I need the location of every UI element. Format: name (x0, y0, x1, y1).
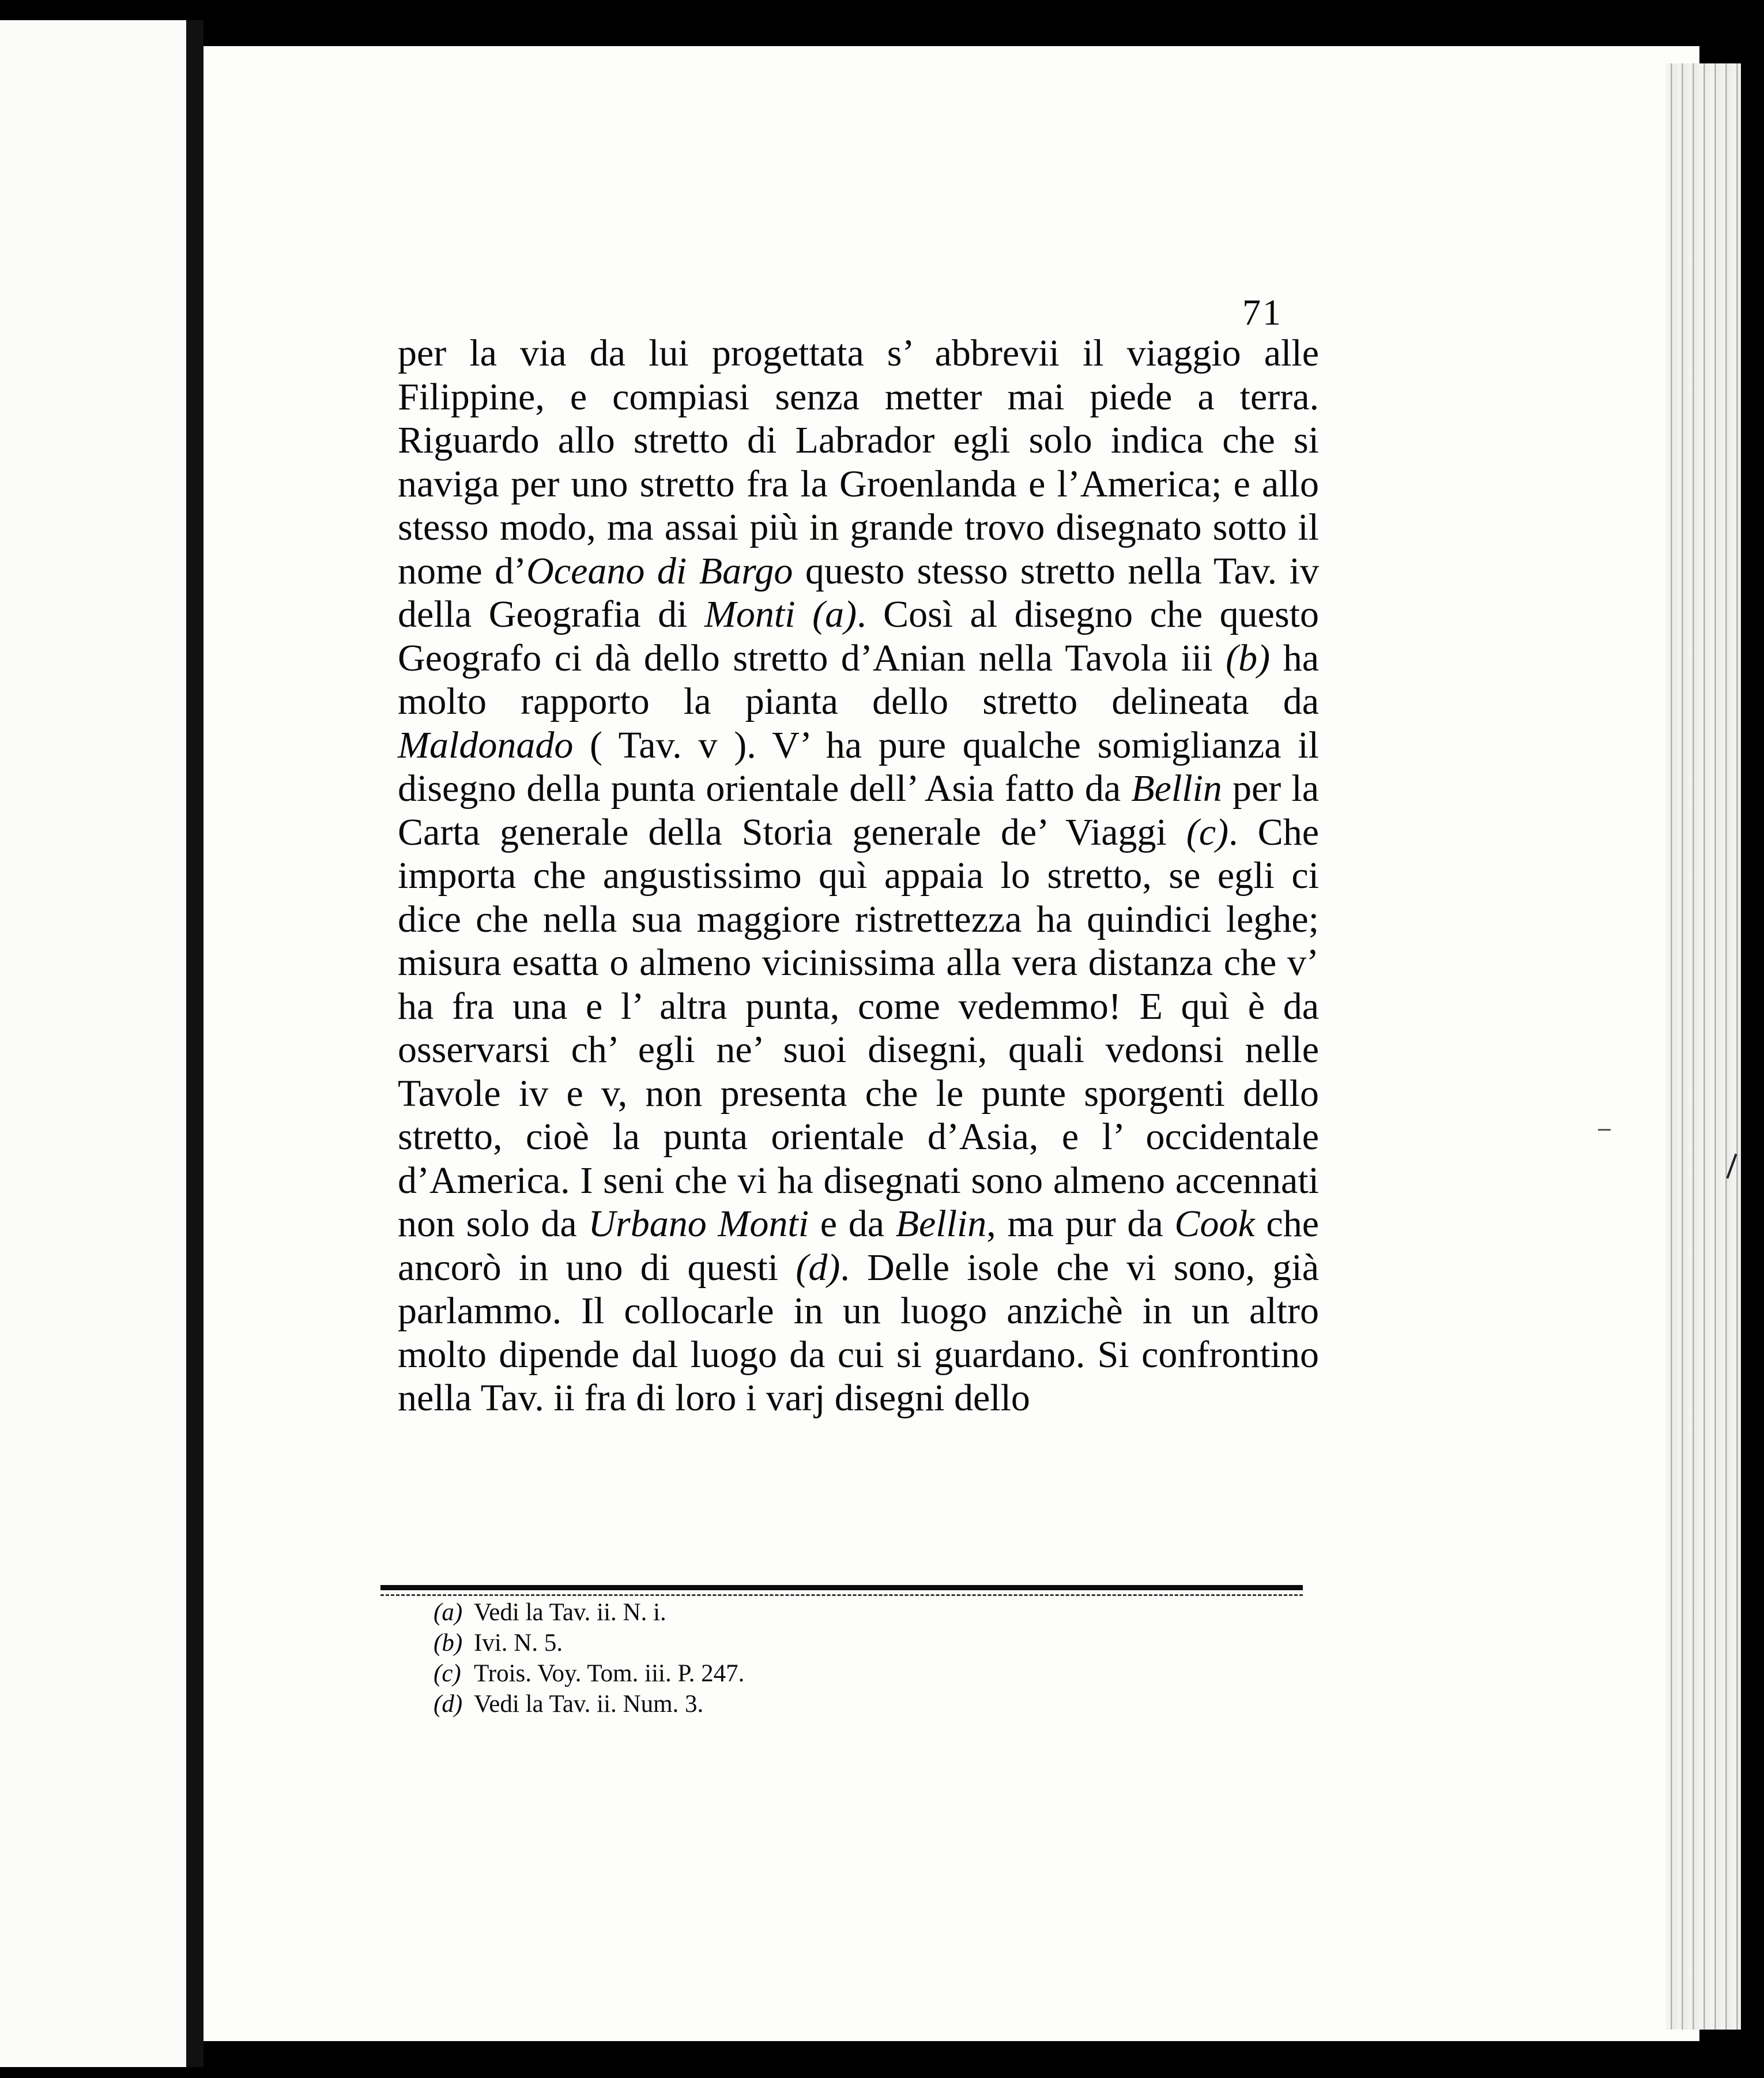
text-run: , ma pur da (986, 1203, 1175, 1245)
text-run: . Delle isole che vi sono, già parlammo. Il collocarle in un luogo anzichè in un altro molto dipende dal luogo da cui si guardano. Si confrontino nella Tav. ii fra di loro i varj disegni dello (398, 1246, 1319, 1419)
footnote-mark: (c) (434, 1660, 461, 1687)
italic-run: Bellin (1131, 767, 1222, 810)
page-edges (1666, 63, 1741, 2030)
footnote-text: Vedi la Tav. ii. Num. 3. (474, 1691, 704, 1718)
footnote (434, 1628, 952, 1658)
body-text (398, 332, 1319, 1420)
text-run: ha molto rapporto la pianta dello stretto delineata da (398, 637, 1320, 722)
left-page (0, 20, 186, 2067)
text-run: e da (809, 1203, 896, 1245)
book-gutter (186, 20, 203, 2067)
text-run: questo stesso stretto nella Tav. iv della Geografia di (398, 549, 1320, 635)
text-run: . Che importa che angustissimo quì appaia lo stretto, se egli ci dice che nella sua maggiore ristrettezza ha quindici leghe; misura esatta o almeno vicinissima alla vera distanza che v’ ha fra una e l’ altra punta, come vedemmo! E quì è da osservarsi ch’ egli ne’ suoi disegni, quali vedonsi nelle Tavole iv e v, non presenta che le punte sporgenti dello stretto, cioè la punta orientale d’Asia, e l’ occidentale d’America. I seni che vi ha disegnati sono almeno accennati non solo da (398, 811, 1319, 1245)
italic-run: (b) (1226, 637, 1271, 679)
footnote-text: Trois. Voy. Tom. iii. P. 247. (474, 1660, 745, 1687)
text-run: per la via da lui progettata s’ abbrevii il viaggio alle Filippine, e compiasi senza metter mai piede a terra. Riguardo allo stretto di Labrador egli solo indica che si naviga per uno stretto fra la Groenlanda e l’America; e allo stesso modo, ma assai più in grande trovo disegnato sotto il nome d’ (398, 332, 1319, 592)
margin-mark (1598, 1129, 1611, 1131)
text-run: ( Tav. v ). V’ ha pure qualche somiglianza il disegno della punta orientale dell’ Asia fatto da (398, 724, 1319, 810)
italic-run: Cook (1174, 1203, 1255, 1245)
footnote-rule-shadow (380, 1594, 1303, 1596)
footnote-mark: (b) (434, 1629, 463, 1657)
italic-run: (d) (796, 1246, 840, 1289)
footnote (434, 1597, 952, 1628)
footnote-text: Ivi. N. 5. (474, 1629, 563, 1657)
italic-run: Oceano di Bargo (526, 549, 793, 592)
footnote (434, 1658, 952, 1689)
italic-run: Bellin (895, 1203, 987, 1245)
footnote-text: Vedi la Tav. ii. N. i. (474, 1599, 666, 1626)
footnote-mark: (d) (434, 1691, 463, 1718)
text-run: che ancorò in uno di questi (398, 1203, 1320, 1289)
footnote (434, 1689, 952, 1719)
footnotes (434, 1597, 952, 1719)
text-run: . Così al disegno che questo Geografo ci dà dello stretto d’Anian nella Tavola iii (398, 593, 1319, 679)
footnote-rule (380, 1585, 1303, 1590)
italic-run: Urbano Monti (588, 1203, 809, 1245)
text-run: per la Carta generale della Storia generale de’ Viaggi (398, 767, 1319, 853)
page-number: 71 (1242, 292, 1283, 333)
italic-run: (c) (1186, 811, 1229, 853)
italic-run: Maldonado (398, 724, 574, 766)
footnote-mark: (a) (434, 1599, 463, 1626)
italic-run: Monti (a) (704, 593, 857, 635)
